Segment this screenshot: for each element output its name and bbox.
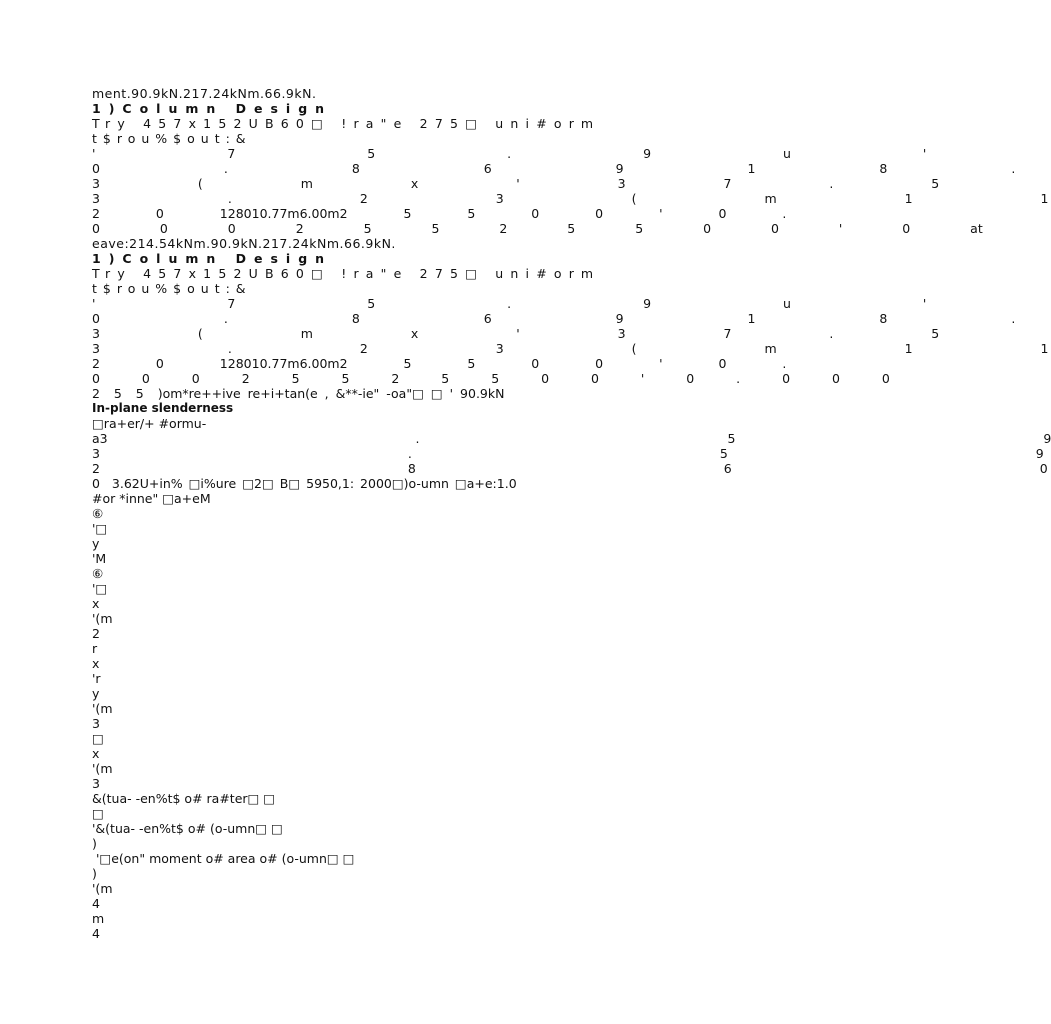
matrix-row-6 — [92, 161, 1016, 176]
symbol-line-56: m — [92, 911, 105, 926]
text-line-26: 2 8 6 0 — [92, 461, 1048, 476]
symbol-line-41: y — [92, 686, 100, 701]
symbol-line-49: □ — [92, 806, 104, 821]
matrix-row-8 — [92, 191, 1049, 206]
symbol-line-34: '□ — [92, 581, 108, 596]
text-line-24: a3 . 5 9 — [92, 431, 1051, 446]
symbol-line-53: ) — [92, 866, 97, 881]
matrix-row-5 — [92, 146, 927, 161]
matrix-row-20 — [92, 371, 890, 386]
matrix-row-18 — [92, 341, 1049, 356]
symbol-line-33: ⑥ — [92, 566, 104, 581]
matrix-row-17 — [92, 326, 940, 341]
row-text: 3 ( m x ' 3 7 . 5 — [92, 176, 940, 191]
text-line-4: t$rou%$out:& — [92, 131, 252, 146]
symbol-line-42: '(m — [92, 701, 113, 716]
symbol-line-35: x — [92, 596, 100, 611]
row-text: 3 . 2 3 ( m 1 1 — [92, 191, 1049, 206]
row-text: ' 7 5 . 9 u ' — [92, 146, 927, 161]
row-text: 0 . 8 6 9 1 8 . — [92, 311, 1016, 326]
text-line-48: &(tua- -en%t$ o# ra#ter□ □ — [92, 791, 276, 806]
matrix-row-10 — [92, 221, 983, 236]
text-line-13: Try 457x152UB60□ !ra"e 275□ uni#orm — [92, 266, 601, 281]
section-heading-column-design-2: 1)Column Design — [92, 251, 333, 266]
symbol-line-38: r — [92, 641, 98, 656]
symbol-line-39: x — [92, 656, 100, 671]
text-line-3: Try 457x152UB60□ !ra"e 275□ uni#orm — [92, 116, 601, 131]
symbol-line-29: ⑥ — [92, 506, 104, 521]
symbol-line-57: 4 — [92, 926, 100, 941]
row-text: 3 . 2 3 ( m 1 1 — [92, 341, 1049, 356]
row-text: 0 0 0 2 5 5 2 5 5 0 0 ' 0 at — [92, 221, 983, 236]
row-text: 0 0 0 2 5 5 2 5 5 0 0 ' 0 . 0 0 0 — [92, 371, 890, 386]
symbol-line-55: 4 — [92, 896, 100, 911]
text-line-1: ment.90.9kN.217.24kNm.66.9kN. — [92, 86, 317, 101]
matrix-row-16 — [92, 311, 1016, 326]
section-heading-in-plane-slenderness: In-plane slenderness — [92, 401, 234, 415]
matrix-row-7 — [92, 176, 940, 191]
matrix-row-19 — [92, 356, 787, 371]
symbol-line-46: '(m — [92, 761, 113, 776]
section-heading-column-design: 1)Column Design — [92, 101, 333, 116]
symbol-line-45: x — [92, 746, 100, 761]
symbol-line-51: ) — [92, 836, 97, 851]
symbol-line-32: 'M — [92, 551, 107, 566]
symbol-line-54: '(m — [92, 881, 113, 896]
text-line-27: 0 3.62U+in% □i%ure □2□ B□ 5950,1: 2000□)o-umn □a+e:1.0 — [92, 476, 517, 491]
text-line-11: eave:214.54kNm.90.9kN.217.24kNm.66.9kN. — [92, 236, 396, 251]
symbol-line-31: y — [92, 536, 100, 551]
text-line-21: 2 5 5 )om*re++ive re+i+tan(e , &**-ie" -oa"□ □ ' 90.9kN — [92, 386, 505, 401]
matrix-row-9 — [92, 206, 787, 221]
symbol-line-44: □ — [92, 731, 104, 746]
text-line-23: □ra+er/+ #ormu- — [92, 416, 207, 431]
row-text: ' 7 5 . 9 u ' — [92, 296, 927, 311]
matrix-row-15 — [92, 296, 927, 311]
row-text: 0 . 8 6 9 1 8 . — [92, 161, 1016, 176]
symbol-line-36: '(m — [92, 611, 113, 626]
row-text: 2 0 128010.77m6.00m2 5 5 0 0 ' 0 . — [92, 356, 787, 371]
symbol-line-43: 3 — [92, 716, 100, 731]
symbol-line-40: 'r — [92, 671, 101, 686]
text-line-50: '&(tua- -en%t$ o# (o-umn□ □ — [92, 821, 283, 836]
text-line-52: '□e(on" moment o# area o# (o-umn□ □ — [92, 851, 355, 866]
text-line-28: #or *inne" □a+eM — [92, 491, 211, 506]
row-text: 3 ( m x ' 3 7 . 5 — [92, 326, 940, 341]
symbol-line-37: 2 — [92, 626, 100, 641]
text-line-25: 3 . 5 9 — [92, 446, 1044, 461]
symbol-line-47: 3 — [92, 776, 100, 791]
text-line-14: t$rou%$out:& — [92, 281, 252, 296]
symbol-line-30: '□ — [92, 521, 108, 536]
row-text: 2 0 128010.77m6.00m2 5 5 0 0 ' 0 . — [92, 206, 787, 221]
